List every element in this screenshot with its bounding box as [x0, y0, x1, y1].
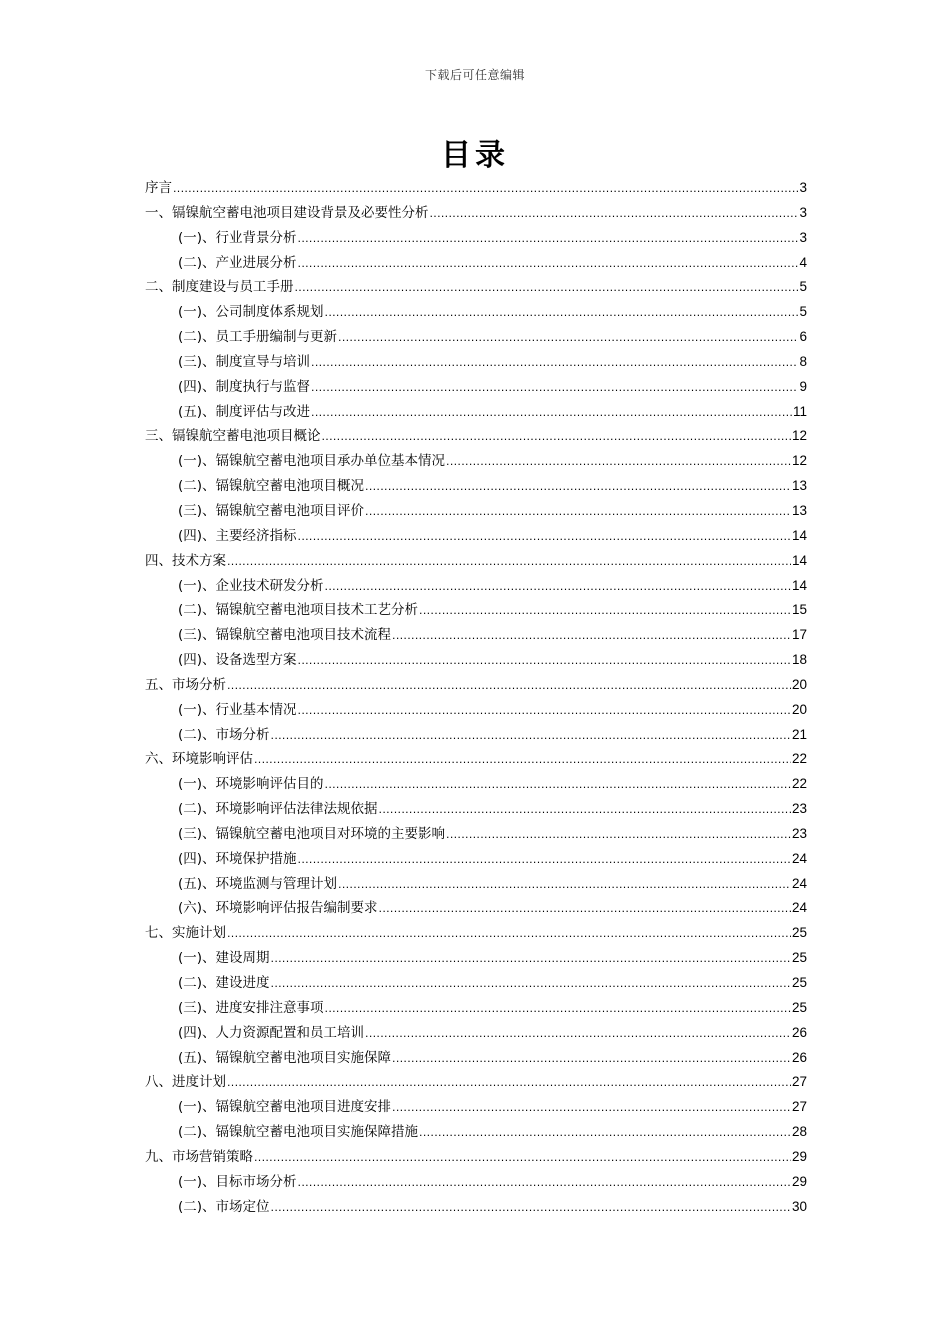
- toc-entry-label: 序言: [145, 180, 172, 196]
- toc-dot-leader: [325, 773, 791, 798]
- toc-chapter-entry[interactable]: [145, 275, 807, 300]
- toc-entry-label: (二)、市场分析: [178, 726, 270, 743]
- toc-section-entry[interactable]: [145, 1170, 807, 1195]
- toc-entry-label: (五)、环境监测与管理计划: [178, 875, 338, 892]
- toc-dot-leader: [446, 450, 791, 475]
- toc-entry-label: 七、实施计划: [145, 925, 226, 942]
- toc-dot-leader: [298, 525, 791, 550]
- toc-dot-leader: [338, 326, 798, 351]
- toc-entry-label: (四)、制度执行与监督: [178, 378, 311, 395]
- toc-section-entry[interactable]: [145, 648, 807, 673]
- toc-entry-page-number: 3: [799, 229, 807, 245]
- toc-section-entry[interactable]: [145, 300, 807, 325]
- toc-dot-leader: [227, 1071, 791, 1096]
- toc-entry-page-number: 20: [791, 701, 807, 717]
- toc-dot-leader: [365, 475, 791, 500]
- toc-entry-label: (二)、市场定位: [178, 1198, 270, 1215]
- toc-entry-label: (二)、建设进度: [178, 975, 270, 991]
- toc-entry-label: 九、市场营销策略: [145, 1148, 253, 1165]
- toc-entry-page-number: 29: [791, 1173, 807, 1189]
- toc-entry-page-number: 17: [791, 627, 807, 643]
- toc-chapter-entry[interactable]: [145, 1145, 807, 1170]
- toc-section-entry[interactable]: [145, 971, 807, 996]
- toc-entry-label: 六、环境影响评估: [145, 751, 253, 768]
- toc-dot-leader: [298, 848, 791, 873]
- toc-entry-page-number: 25: [791, 950, 807, 966]
- toc-entry-label: (一)、环境影响评估目的: [178, 776, 324, 793]
- toc-dot-leader: [379, 798, 791, 823]
- toc-dot-leader: [311, 351, 798, 376]
- toc-entry-page-number: 5: [799, 304, 807, 320]
- toc-entry-label: (一)、镉镍航空蓄电池项目进度安排: [178, 1099, 392, 1116]
- toc-dot-leader: [419, 1121, 791, 1146]
- toc-entry-label: 五、市场分析: [145, 676, 226, 693]
- toc-dot-leader: [254, 748, 791, 773]
- toc-entry-label: (三)、镉镍航空蓄电池项目评价: [178, 502, 365, 519]
- toc-entry-page-number: 26: [791, 1049, 807, 1065]
- toc-entry-page-number: 18: [791, 652, 807, 668]
- toc-entry-page-number: 26: [791, 1024, 807, 1040]
- toc-entry-page-number: 14: [791, 577, 807, 593]
- toc-entry-label: 三、镉镍航空蓄电池项目概论: [145, 428, 321, 445]
- toc-title: 目录: [441, 138, 509, 173]
- toc-dot-leader: [271, 1196, 791, 1221]
- toc-entry-label: (四)、设备选型方案: [178, 652, 297, 669]
- toc-entry-label: (四)、主要经济指标: [178, 527, 297, 544]
- toc-entry-page-number: 15: [791, 602, 807, 618]
- toc-chapter-entry[interactable]: [145, 201, 807, 226]
- toc-entry-page-number: 3: [799, 180, 807, 195]
- toc-dot-leader: [227, 922, 791, 947]
- toc-section-entry[interactable]: [145, 847, 807, 872]
- toc-entry-page-number: 9: [799, 378, 807, 394]
- toc-dot-leader: [298, 252, 799, 277]
- toc-chapter-entry[interactable]: [145, 424, 807, 449]
- toc-entry-page-number: 24: [791, 875, 807, 891]
- toc-entry-label: (二)、镉镍航空蓄电池项目技术工艺分析: [178, 602, 419, 619]
- toc-dot-leader: [227, 674, 791, 699]
- toc-dot-leader: [430, 202, 799, 227]
- toc-dot-leader: [365, 1022, 791, 1047]
- toc-dot-leader: [365, 500, 791, 525]
- toc-section-entry[interactable]: [145, 946, 807, 971]
- toc-entry-label: (二)、环境影响评估法律法规依据: [178, 801, 378, 818]
- toc-entry-label: 一、镉镍航空蓄电池项目建设背景及必要性分析: [145, 204, 429, 221]
- toc-section-entry[interactable]: [145, 400, 807, 425]
- toc-entry-label: (二)、员工手册编制与更新: [178, 329, 338, 346]
- toc-dot-leader: [295, 276, 799, 301]
- toc-dot-leader: [325, 997, 791, 1022]
- toc-entry-label: (二)、镉镍航空蓄电池项目概况: [178, 478, 365, 495]
- toc-section-entry[interactable]: [145, 350, 807, 375]
- toc-entry-label: (六)、环境影响评估报告编制要求: [178, 900, 378, 917]
- toc-section-entry[interactable]: [145, 797, 807, 822]
- toc-section-entry[interactable]: [145, 574, 807, 599]
- toc-entry-label: (一)、镉镍航空蓄电池项目承办单位基本情况: [178, 453, 446, 470]
- toc-dot-leader: [298, 649, 791, 674]
- toc-entry-page-number: 8: [799, 353, 807, 369]
- toc-section-entry[interactable]: [145, 723, 807, 748]
- toc-chapter-entry[interactable]: [145, 747, 807, 772]
- toc-section-entry[interactable]: [145, 822, 807, 847]
- download-note: 下载后可任意编辑: [424, 68, 525, 82]
- toc-dot-leader: [322, 425, 791, 450]
- toc-section-entry[interactable]: [145, 896, 807, 921]
- toc-entry-label: (五)、制度评估与改进: [178, 403, 311, 420]
- toc-section-entry[interactable]: [145, 872, 807, 897]
- toc-section-entry[interactable]: [145, 375, 807, 400]
- toc-entry-page-number: 22: [791, 751, 807, 767]
- toc-entry-label: 四、技术方案: [145, 552, 226, 569]
- toc-entry-page-number: 13: [791, 478, 807, 494]
- toc-entry-page-number: 20: [791, 676, 807, 692]
- toc-entry-page-number: 27: [791, 1099, 807, 1115]
- toc-entry-label: 二、制度建设与员工手册: [145, 279, 294, 296]
- toc-dot-leader: [271, 972, 791, 997]
- toc-dot-leader: [227, 550, 791, 575]
- toc-entry-page-number: 12: [791, 428, 807, 444]
- toc-entry-page-number: 25: [791, 925, 807, 941]
- toc-entry-label: (一)、企业技术研发分析: [178, 577, 324, 594]
- toc-entry-page-number: 14: [791, 527, 807, 543]
- toc-dot-leader: [254, 1146, 791, 1171]
- toc-section-entry[interactable]: [145, 325, 807, 350]
- toc-entry-label: (四)、环境保护措施: [178, 850, 297, 867]
- toc-chapter-entry[interactable]: [145, 1070, 807, 1095]
- toc-entry-label: (二)、镉镍航空蓄电池项目实施保障措施: [178, 1124, 419, 1141]
- table-of-contents: [145, 176, 807, 1219]
- toc-dot-leader: [446, 823, 791, 848]
- toc-section-entry[interactable]: [145, 623, 807, 648]
- toc-chapter-entry[interactable]: [145, 549, 807, 574]
- toc-entry-page-number: 29: [791, 1148, 807, 1164]
- toc-dot-leader: [419, 599, 791, 624]
- toc-entry-label: (一)、公司制度体系规划: [178, 304, 324, 321]
- toc-entry-page-number: 4: [799, 254, 807, 270]
- toc-entry-label: (一)、目标市场分析: [178, 1173, 297, 1190]
- toc-section-entry[interactable]: [145, 1195, 807, 1220]
- toc-entry-label: (二)、产业进展分析: [178, 254, 297, 271]
- toc-entry-page-number: 25: [791, 975, 807, 990]
- toc-entry-page-number: 14: [791, 552, 807, 568]
- toc-dot-leader: [311, 376, 798, 401]
- toc-section-entry[interactable]: [145, 226, 807, 251]
- toc-entry-page-number: 22: [791, 776, 807, 792]
- toc-dot-leader: [298, 1171, 791, 1196]
- toc-section-entry[interactable]: [145, 698, 807, 723]
- toc-entry-label: (三)、镉镍航空蓄电池项目技术流程: [178, 627, 392, 644]
- toc-entry-label: (三)、进度安排注意事项: [178, 999, 324, 1016]
- toc-entry-page-number: 12: [791, 453, 807, 469]
- toc-entry-page-number: 5: [799, 279, 807, 295]
- toc-dot-leader: [173, 177, 798, 202]
- toc-section-entry[interactable]: [145, 524, 807, 549]
- toc-dot-leader: [311, 401, 792, 426]
- toc-entry-page-number: 13: [791, 502, 807, 518]
- toc-dot-leader: [271, 947, 791, 972]
- toc-dot-leader: [325, 575, 791, 600]
- toc-entry-label: 八、进度计划: [145, 1074, 226, 1091]
- toc-entry-page-number: 27: [791, 1074, 807, 1090]
- toc-dot-leader: [325, 301, 799, 326]
- toc-dot-leader: [298, 699, 791, 724]
- toc-section-entry[interactable]: [145, 474, 807, 499]
- toc-chapter-entry[interactable]: [145, 921, 807, 946]
- toc-dot-leader: [338, 873, 791, 898]
- toc-chapter-entry[interactable]: [145, 176, 807, 201]
- toc-entry-label: (四)、人力资源配置和员工培训: [178, 1024, 365, 1041]
- toc-entry-label: (一)、行业基本情况: [178, 701, 297, 718]
- toc-entry-page-number: 6: [799, 329, 807, 345]
- toc-entry-page-number: 23: [791, 801, 807, 817]
- toc-entry-label: (一)、行业背景分析: [178, 229, 297, 246]
- toc-section-entry[interactable]: [145, 1095, 807, 1120]
- toc-chapter-entry[interactable]: [145, 673, 807, 698]
- toc-dot-leader: [392, 1047, 791, 1072]
- toc-dot-leader: [271, 724, 791, 749]
- toc-section-entry[interactable]: [145, 1021, 807, 1046]
- toc-dot-leader: [392, 624, 791, 649]
- toc-section-entry[interactable]: [145, 251, 807, 276]
- toc-entry-page-number: 25: [791, 999, 807, 1015]
- toc-entry-page-number: 21: [791, 726, 807, 742]
- toc-entry-label: (五)、镉镍航空蓄电池项目实施保障: [178, 1049, 392, 1066]
- toc-entry-page-number: 28: [791, 1124, 807, 1140]
- toc-section-entry[interactable]: [145, 499, 807, 524]
- toc-entry-page-number: 24: [791, 850, 807, 866]
- toc-entry-page-number: 30: [791, 1198, 807, 1214]
- toc-section-entry[interactable]: [145, 996, 807, 1021]
- toc-entry-page-number: 23: [791, 825, 807, 841]
- toc-entry-page-number: 11: [792, 403, 807, 419]
- toc-section-entry[interactable]: [145, 1120, 807, 1145]
- toc-entry-page-number: 24: [791, 900, 807, 916]
- toc-section-entry[interactable]: [145, 772, 807, 797]
- toc-dot-leader: [298, 227, 799, 252]
- toc-section-entry[interactable]: [145, 1046, 807, 1071]
- toc-entry-label: (三)、制度宣导与培训: [178, 353, 311, 370]
- toc-entry-label: (一)、建设周期: [178, 950, 270, 967]
- toc-entry-label: (三)、镉镍航空蓄电池项目对环境的主要影响: [178, 825, 446, 842]
- toc-section-entry[interactable]: [145, 598, 807, 623]
- toc-entry-page-number: 3: [799, 204, 807, 220]
- toc-section-entry[interactable]: [145, 449, 807, 474]
- toc-dot-leader: [392, 1096, 791, 1121]
- toc-dot-leader: [379, 897, 791, 922]
